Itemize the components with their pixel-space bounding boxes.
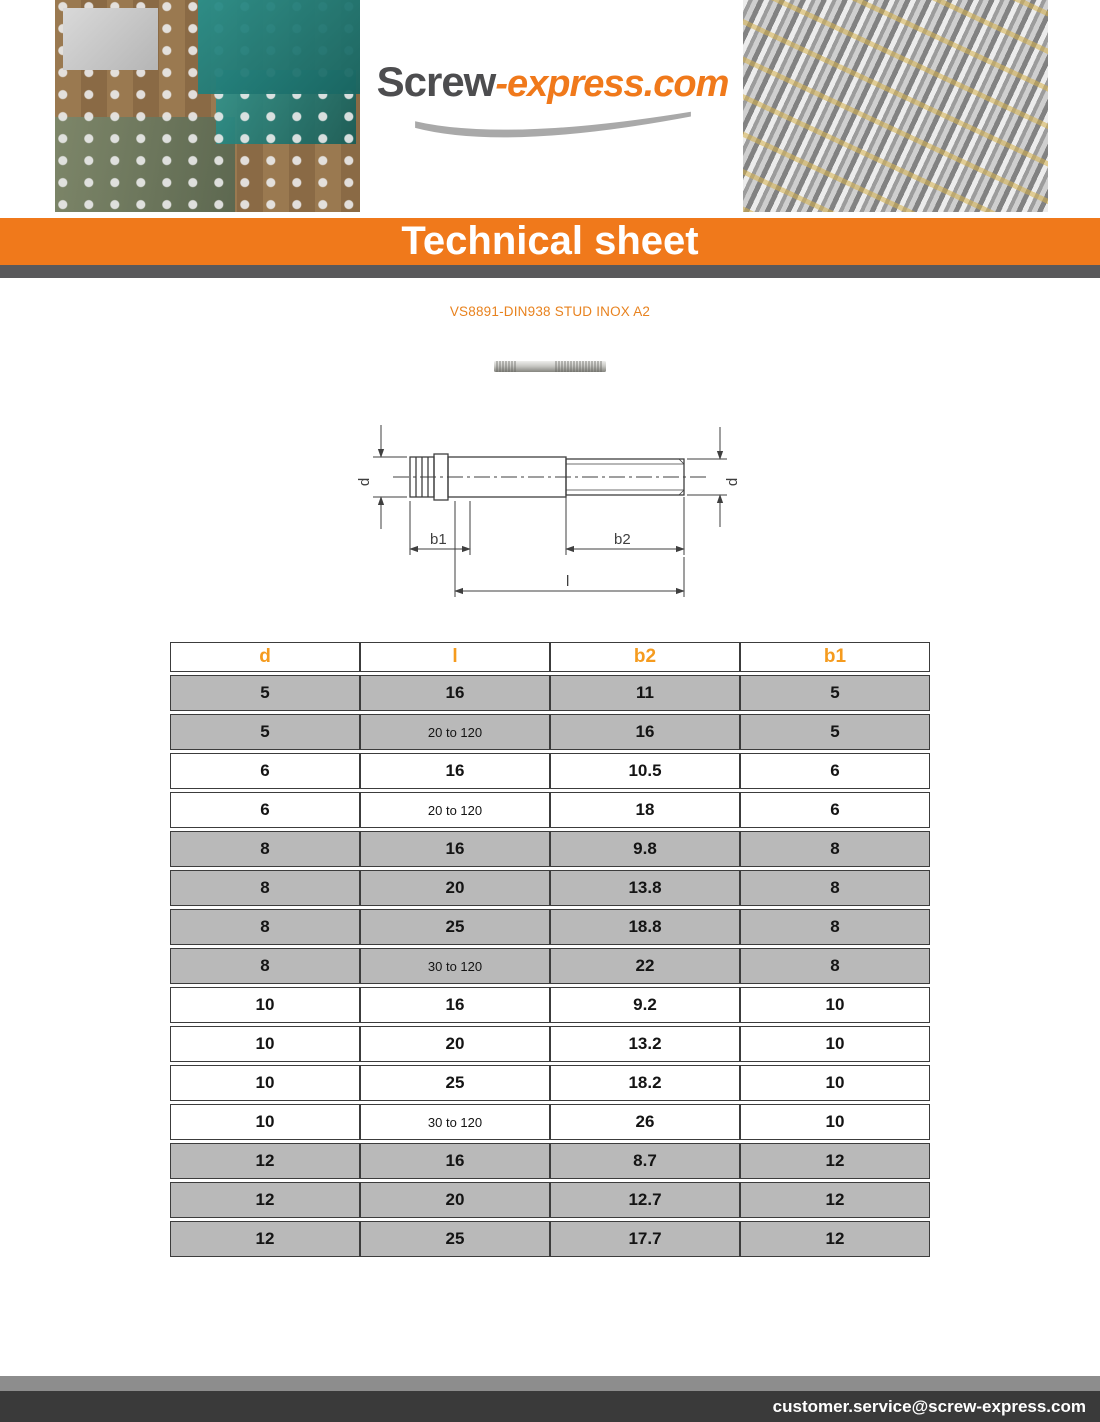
table-cell: 20 to 120 [360, 714, 550, 750]
table-cell: 12 [740, 1182, 930, 1218]
table-cell: 13.8 [550, 870, 740, 906]
table-cell: 9.2 [550, 987, 740, 1023]
footer-email[interactable]: customer.service@screw-express.com [772, 1397, 1086, 1416]
table-cell: 16 [360, 987, 550, 1023]
table-cell: 5 [740, 714, 930, 750]
table-cell: 18.8 [550, 909, 740, 945]
dim-label-b2: b2 [614, 531, 631, 548]
table-cell: 10 [740, 1065, 930, 1101]
dim-label-b1: b1 [430, 531, 447, 548]
dim-label-l: l [566, 573, 570, 590]
table-cell: 8 [740, 831, 930, 867]
table-cell: 12 [170, 1221, 360, 1257]
product-title: VS8891-DIN938 STUD INOX A2 [449, 304, 651, 319]
table-cell: 10 [740, 1104, 930, 1140]
table-cell: 12 [170, 1182, 360, 1218]
table-row [170, 1143, 930, 1179]
table-cell: 10 [740, 987, 930, 1023]
table-row [170, 1065, 930, 1101]
table-cell: 12 [740, 1143, 930, 1179]
table-row [170, 675, 930, 711]
table-cell: 9.8 [550, 831, 740, 867]
footer-bar [0, 1391, 1100, 1422]
table-cell: 8 [170, 948, 360, 984]
table-row [170, 987, 930, 1023]
logo-text-screw: Screw [376, 58, 496, 105]
stud-photo-icon [490, 353, 610, 379]
table-row [170, 714, 930, 750]
table-cell: 20 to 120 [360, 792, 550, 828]
table-cell: 12 [740, 1221, 930, 1257]
table-cell: 13.2 [550, 1026, 740, 1062]
screws-photo [743, 0, 1048, 212]
product-photo [490, 353, 610, 383]
table-cell: 6 [170, 792, 360, 828]
banner-strip [0, 265, 1100, 278]
table-cell: 6 [740, 792, 930, 828]
table-cell: 30 to 120 [360, 948, 550, 984]
workbench-photo [55, 0, 360, 212]
table-cell: 20 [360, 870, 550, 906]
table-cell: 25 [360, 1221, 550, 1257]
header [0, 0, 1100, 212]
table-cell: 8 [170, 831, 360, 867]
dim-label-d-left: d [356, 477, 373, 487]
table-cell: 20 [360, 1026, 550, 1062]
table-row [170, 792, 930, 828]
table-cell: 10 [170, 1026, 360, 1062]
technical-drawing [335, 405, 765, 615]
table-cell: 25 [360, 909, 550, 945]
table-cell: 12 [170, 1143, 360, 1179]
footer-divider [0, 1376, 1100, 1391]
dim-label-d-right: d [724, 477, 741, 487]
table-cell: 10.5 [550, 753, 740, 789]
table-cell: 20 [360, 1182, 550, 1218]
table-cell: 5 [740, 675, 930, 711]
table-cell: 6 [740, 753, 930, 789]
table-cell: 30 to 120 [360, 1104, 550, 1140]
logo-swoosh-icon [403, 108, 703, 142]
table-cell: 8 [740, 870, 930, 906]
column-header-d: d [170, 642, 360, 672]
logo-text [360, 58, 745, 106]
table-row [170, 1182, 930, 1218]
table-cell: 8 [170, 870, 360, 906]
table-cell: 5 [170, 714, 360, 750]
table-row [170, 909, 930, 945]
table-cell: 10 [170, 1065, 360, 1101]
table-cell: 8.7 [550, 1143, 740, 1179]
table-row [170, 870, 930, 906]
table-cell: 18.2 [550, 1065, 740, 1101]
table-row [170, 1026, 930, 1062]
spec-table [170, 639, 930, 1260]
table-cell: 6 [170, 753, 360, 789]
table-cell: 8 [170, 909, 360, 945]
table-row [170, 753, 930, 789]
table-cell: 17.7 [550, 1221, 740, 1257]
table-row [170, 831, 930, 867]
column-header-b2: b2 [550, 642, 740, 672]
banner-title: Technical sheet [0, 218, 1100, 265]
table-header-row [170, 642, 930, 672]
table-cell: 16 [360, 1143, 550, 1179]
table-cell: 11 [550, 675, 740, 711]
table-cell: 10 [170, 987, 360, 1023]
table-cell: 16 [360, 831, 550, 867]
table-cell: 16 [550, 714, 740, 750]
table-cell: 22 [550, 948, 740, 984]
column-header-b1: b1 [740, 642, 930, 672]
footer [0, 1376, 1100, 1422]
table-cell: 8 [740, 909, 930, 945]
table-cell: 12.7 [550, 1182, 740, 1218]
table-row [170, 1221, 930, 1257]
table-cell: 8 [740, 948, 930, 984]
table-cell: 5 [170, 675, 360, 711]
table-cell: 18 [550, 792, 740, 828]
table-cell: 10 [170, 1104, 360, 1140]
table-cell: 16 [360, 753, 550, 789]
table-cell: 16 [360, 675, 550, 711]
logo [360, 58, 745, 142]
table-cell: 25 [360, 1065, 550, 1101]
stud-dimension-diagram [335, 405, 765, 610]
table-cell: 10 [740, 1026, 930, 1062]
table-row [170, 948, 930, 984]
column-header-l: l [360, 642, 550, 672]
table-row [170, 1104, 930, 1140]
logo-text-express: -express.com [495, 63, 729, 105]
table-cell: 26 [550, 1104, 740, 1140]
